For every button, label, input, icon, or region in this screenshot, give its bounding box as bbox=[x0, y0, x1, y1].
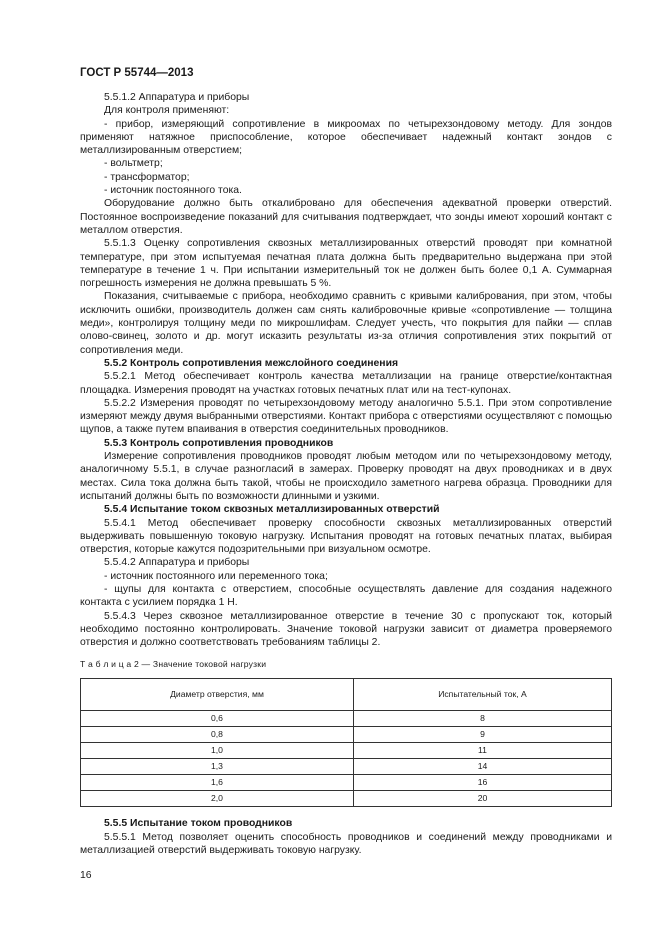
paragraph: 5.5.2.2 Измерения проводят по четырехзондовому методу аналогично 5.5.1. При этом сопротивление измеряют между двумя выбранными отверстиями. Контакт прибора с отверстиями осуществляют с помощью щупов, а также путем впаивания в отверстия соединительных проводников. bbox=[80, 397, 612, 436]
paragraph: - источник постоянного тока. bbox=[104, 185, 242, 197]
section-heading: 5.5.5 Испытание током проводников bbox=[104, 818, 293, 830]
diameter-cell: 1,3 bbox=[81, 759, 354, 775]
diameter-cell: 0,8 bbox=[81, 727, 354, 743]
diameter-cell: 0,6 bbox=[81, 711, 354, 727]
paragraph: 5.5.5.1 Метод позволяет оценить способность проводников и соединений между проводниками и металлизацией отверстий выдерживать токовую нагрузку. bbox=[80, 831, 612, 857]
paragraph: Оборудование должно быть откалибровано для обеспечения адекватной проверки отверстий. Постоянное воспроизведение показаний для считывания подтверждает, что зонды имеют хороший контакт с металлом отверстия. bbox=[80, 198, 612, 236]
paragraph: 5.5.4.3 Через сквозное металлизированное отверстие в течение 30 с пропускают ток, который необходимо постоянно контролировать. Значение токовой нагрузки зависит от диаметра проверяемого отверстия и должно соответствовать требованиям таблицы 2. bbox=[80, 610, 612, 649]
paragraph: - вольтметр; bbox=[104, 158, 163, 170]
table-header-diameter: Диаметр отверстия, мм bbox=[81, 679, 354, 711]
section-heading: 5.5.4 Испытание током сквозных металлизированных отверстий bbox=[104, 504, 440, 516]
paragraph: 5.5.1.2 Аппаратура и приборы bbox=[104, 92, 250, 103]
paragraph: - щупы для контакта с отверстием, способные осуществлять давление для создания надежного контакта с усилием порядка 1 Н. bbox=[80, 583, 612, 609]
current-cell: 8 bbox=[353, 711, 611, 727]
table-header-current: Испытательный ток, А bbox=[353, 679, 611, 711]
document-body bbox=[80, 91, 612, 857]
table-caption: Т а б л и ц а 2 — Значение токовой нагрузки bbox=[80, 659, 267, 670]
current-cell: 16 bbox=[353, 775, 611, 791]
table-row bbox=[81, 711, 612, 727]
paragraph: - источник постоянного или переменного тока; bbox=[104, 570, 328, 582]
table-row bbox=[81, 759, 612, 775]
section-heading: 5.5.3 Контроль сопротивления проводников bbox=[104, 437, 334, 449]
paragraph: 5.5.4.2 Аппаратура и приборы bbox=[104, 557, 250, 569]
current-cell: 14 bbox=[353, 759, 611, 775]
section-heading: 5.5.2 Контроль сопротивления межслойного соединения bbox=[104, 357, 399, 369]
paragraph: Для контроля применяют: bbox=[104, 105, 230, 117]
paragraph: - прибор, измеряющий сопротивление в микроомах по четырехзондовому методу. Для зондов применяют натяжное приспособление, которое обеспечивает надежный контакт зондов с металлизированным отверстием; bbox=[80, 118, 612, 157]
document-header: ГОСТ Р 55744—2013 bbox=[80, 67, 194, 79]
paragraph: 5.5.4.1 Метод обеспечивает проверку способности сквозных металлизированных отверстий выдерживать повышенную токовую нагрузку. Испытания проводят на готовых печатных платах, выбирая отверстия, которые кажутся подозрительными при визуальном осмотре. bbox=[80, 517, 612, 556]
paragraph: Показания, считываемые с прибора, необходимо сравнить с кривыми калибрования, при этом, чтобы исключить ошибки, производитель должен сам снять калибровочные кривые «сопротивление — толщина меди», контролируя толщину меди по микрошлифам. Следует учесть, что покрытия для пайки — сплав олово-свинец, золото и др. могут исказить результаты из-за отличия сопротивления этих покрытий от сопротивления меди. bbox=[80, 291, 612, 356]
current-cell: 11 bbox=[353, 743, 611, 759]
paragraph: 5.5.2.1 Метод обеспечивает контроль качества металлизации на границе отверстие/контактная площадка. Измерения проводят на участках готовых печатных плат или на тест-купонах. bbox=[80, 371, 612, 396]
page-number: 16 bbox=[80, 870, 92, 882]
diameter-cell: 1,0 bbox=[81, 743, 354, 759]
paragraphs bbox=[80, 91, 612, 649]
table-row bbox=[81, 775, 612, 791]
table-row bbox=[81, 727, 612, 743]
diameter-cell: 2,0 bbox=[81, 791, 354, 807]
diameter-cell: 1,6 bbox=[81, 775, 354, 791]
after-table-paragraphs bbox=[80, 817, 612, 857]
current-load-table bbox=[80, 678, 612, 807]
paragraph: - трансформатор; bbox=[104, 171, 190, 183]
table-row bbox=[81, 743, 612, 759]
paragraph: Измерение сопротивления проводников проводят любым методом или по четырехзондовому методу, аналогичному 5.5.1, в случае разногласий в замерах. Проверку проводят на двух проводниках и в двух местах. Сила тока должна быть такой, чтобы не происходило заметного нагрева образца. Проводники для испытаний должны быть по возможности длинными и узкими. bbox=[80, 451, 612, 502]
current-cell: 9 bbox=[353, 727, 611, 743]
paragraph: 5.5.1.3 Оценку сопротивления сквозных металлизированных отверстий проводят при комнатной температуре, при этом испытуемая печатная плата должна быть предварительно выдержана при этой температуре в течение 1 ч. При испытании измерительный ток не должен быть более 0,1 А. Суммарная погрешность измерения не должна превышать 5 %. bbox=[80, 238, 612, 290]
current-cell: 20 bbox=[353, 791, 611, 807]
table-row bbox=[81, 791, 612, 807]
